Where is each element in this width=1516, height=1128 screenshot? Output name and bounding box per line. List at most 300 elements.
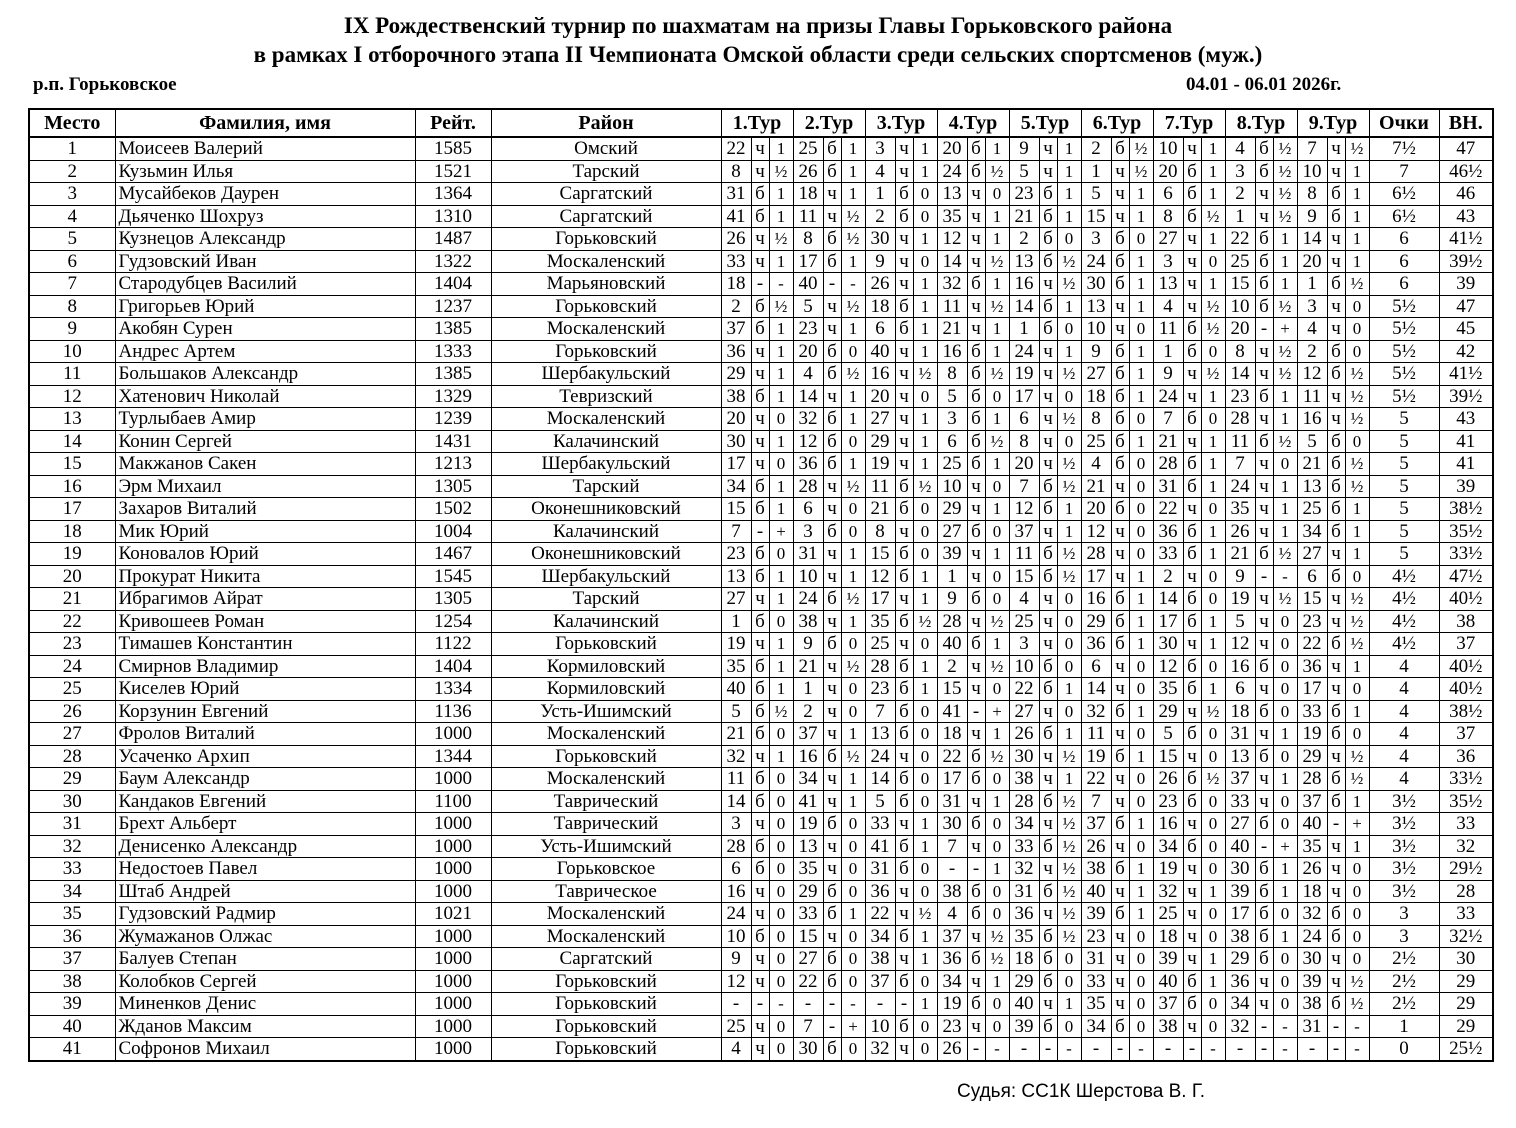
points-cell: 5: [1369, 453, 1439, 476]
color-cell: -: [1255, 565, 1273, 588]
opponent-cell: 9: [1081, 340, 1111, 363]
result-cell: +: [1273, 835, 1297, 858]
result-cell: 0: [1129, 655, 1153, 678]
opponent-cell: 16: [1009, 273, 1039, 296]
opponent-cell: 36: [937, 948, 967, 971]
color-cell: ч: [967, 183, 985, 206]
opponent-cell: 33: [1009, 835, 1039, 858]
points-cell: 1: [1369, 1015, 1439, 1038]
result-cell: 0: [1345, 295, 1369, 318]
result-cell: ½: [1345, 993, 1369, 1016]
points-cell: 6½: [1369, 205, 1439, 228]
opponent-cell: 13: [721, 565, 751, 588]
color-cell: б: [1255, 745, 1273, 768]
table-row: [29, 610, 1493, 633]
result-cell: ½: [1345, 588, 1369, 611]
color-cell: б: [967, 453, 985, 476]
color-cell: б: [1183, 588, 1201, 611]
color-cell: ч: [967, 228, 985, 251]
opponent-cell: 29: [865, 430, 895, 453]
tiebreak-cell: 39½: [1439, 250, 1493, 273]
opponent-cell: 38: [1009, 768, 1039, 791]
result-cell: ½: [1057, 813, 1081, 836]
rating-cell: 1344: [415, 745, 491, 768]
tiebreak-cell: 33: [1439, 813, 1493, 836]
result-cell: 0: [913, 880, 937, 903]
color-cell: б: [1327, 363, 1345, 386]
result-cell: 1: [1129, 633, 1153, 656]
result-cell: 1: [1129, 745, 1153, 768]
color-cell: б: [1111, 633, 1129, 656]
result-cell: 1: [1345, 655, 1369, 678]
color-cell: б: [1183, 205, 1201, 228]
result-cell: 1: [1201, 228, 1225, 251]
color-cell: ч: [751, 745, 769, 768]
color-cell: б: [1255, 160, 1273, 183]
opponent-cell: 8: [937, 363, 967, 386]
result-cell: 1: [1201, 678, 1225, 701]
result-cell: 0: [985, 678, 1009, 701]
tiebreak-cell: 47: [1439, 295, 1493, 318]
color-cell: -: [1255, 318, 1273, 341]
color-cell: б: [895, 723, 913, 746]
color-cell: б: [1183, 453, 1201, 476]
color-cell: ч: [823, 790, 841, 813]
color-cell: ч: [895, 250, 913, 273]
result-cell: 1: [769, 678, 793, 701]
color-cell: б: [1111, 903, 1129, 926]
opponent-cell: -: [793, 993, 823, 1016]
result-cell: 1: [1129, 610, 1153, 633]
color-cell: б: [823, 970, 841, 993]
tiebreak-cell: 25½: [1439, 1038, 1493, 1061]
color-cell: б: [751, 835, 769, 858]
result-cell: 1: [1273, 880, 1297, 903]
result-cell: 0: [841, 880, 865, 903]
color-cell: б: [1327, 183, 1345, 206]
opponent-cell: 27: [1081, 363, 1111, 386]
color-cell: ч: [751, 903, 769, 926]
opponent-cell: 15: [1009, 565, 1039, 588]
result-cell: 1: [841, 250, 865, 273]
table-row: [29, 565, 1493, 588]
opponent-cell: 14: [1081, 678, 1111, 701]
district-cell: Москаленский: [491, 903, 721, 926]
color-cell: ч: [1183, 880, 1201, 903]
rating-cell: 1305: [415, 475, 491, 498]
points-cell: 5½: [1369, 295, 1439, 318]
opponent-cell: 3: [1009, 633, 1039, 656]
color-cell: ч: [1255, 723, 1273, 746]
color-cell: ч: [967, 970, 985, 993]
opponent-cell: -: [721, 993, 751, 1016]
result-cell: 1: [1345, 543, 1369, 566]
color-cell: б: [823, 160, 841, 183]
district-cell: Москаленский: [491, 250, 721, 273]
color-cell: -: [1255, 835, 1273, 858]
opponent-cell: 16: [1225, 655, 1255, 678]
rating-cell: 1585: [415, 137, 491, 160]
color-cell: б: [751, 498, 769, 521]
points-cell: 2½: [1369, 970, 1439, 993]
opponent-cell: 1: [1153, 340, 1183, 363]
color-cell: б: [1111, 273, 1129, 296]
color-cell: ч: [1183, 948, 1201, 971]
opponent-cell: 5: [865, 790, 895, 813]
color-cell: б: [1327, 273, 1345, 296]
color-cell: б: [1327, 430, 1345, 453]
color-cell: б: [1327, 633, 1345, 656]
color-cell: б: [1039, 723, 1057, 746]
opponent-cell: 24: [1225, 475, 1255, 498]
color-cell: б: [1039, 1015, 1057, 1038]
color-cell: ч: [967, 835, 985, 858]
color-cell: б: [895, 970, 913, 993]
opponent-cell: 26: [793, 160, 823, 183]
points-cell: 5: [1369, 543, 1439, 566]
result-cell: ½: [1345, 453, 1369, 476]
color-cell: -: [751, 520, 769, 543]
result-cell: 1: [1129, 385, 1153, 408]
color-cell: ч: [751, 633, 769, 656]
color-cell: ч: [1255, 993, 1273, 1016]
result-cell: 0: [913, 790, 937, 813]
result-cell: 1: [1057, 993, 1081, 1016]
result-cell: 1: [985, 318, 1009, 341]
result-cell: 1: [913, 340, 937, 363]
color-cell: ч: [1255, 340, 1273, 363]
color-cell: б: [1039, 250, 1057, 273]
opponent-cell: 10: [793, 565, 823, 588]
opponent-cell: 9: [1009, 137, 1039, 160]
color-cell: ч: [895, 273, 913, 296]
color-cell: б: [823, 745, 841, 768]
opponent-cell: 36: [865, 880, 895, 903]
opponent-cell: 3: [1225, 160, 1255, 183]
tournament-dates: 04.01 - 06.01 2026г.: [1186, 74, 1342, 95]
result-cell: 1: [841, 565, 865, 588]
result-cell: 0: [1129, 543, 1153, 566]
opponent-cell: 14: [1225, 363, 1255, 386]
color-cell: ч: [1255, 790, 1273, 813]
opponent-cell: 18: [721, 273, 751, 296]
result-cell: 1: [1273, 768, 1297, 791]
opponent-cell: 32: [1297, 903, 1327, 926]
result-cell: 1: [1201, 385, 1225, 408]
result-cell: 0: [1345, 858, 1369, 881]
opponent-cell: 24: [793, 588, 823, 611]
place-cell: 20: [29, 565, 115, 588]
color-cell: ч: [1039, 768, 1057, 791]
result-cell: 1: [769, 588, 793, 611]
opponent-cell: 30: [1225, 858, 1255, 881]
color-cell: ч: [1255, 453, 1273, 476]
result-cell: 1: [841, 903, 865, 926]
opponent-cell: 30: [793, 1038, 823, 1061]
opponent-cell: 40: [865, 340, 895, 363]
color-cell: ч: [751, 1038, 769, 1061]
tiebreak-cell: 36: [1439, 745, 1493, 768]
opponent-cell: 15: [1153, 745, 1183, 768]
district-cell: Москаленский: [491, 768, 721, 791]
result-cell: 1: [985, 543, 1009, 566]
player-name-cell: Недостоев Павел: [115, 858, 415, 881]
player-name-cell: Мусайбеков Даурен: [115, 183, 415, 206]
result-cell: 1: [1129, 903, 1153, 926]
opponent-cell: 17: [1297, 678, 1327, 701]
result-cell: 0: [841, 498, 865, 521]
opponent-cell: 38: [1153, 1015, 1183, 1038]
result-cell: 0: [769, 1015, 793, 1038]
tiebreak-cell: 47: [1439, 137, 1493, 160]
result-cell: 1: [1345, 183, 1369, 206]
opponent-cell: 26: [1297, 858, 1327, 881]
opponent-cell: 25: [865, 633, 895, 656]
color-cell: ч: [1183, 858, 1201, 881]
color-cell: ч: [1111, 183, 1129, 206]
result-cell: 1: [1129, 295, 1153, 318]
points-cell: 4½: [1369, 565, 1439, 588]
points-cell: 4½: [1369, 588, 1439, 611]
color-cell: б: [1183, 970, 1201, 993]
opponent-cell: 33: [721, 250, 751, 273]
standings-table: [28, 108, 1494, 1062]
standings-body: [29, 137, 1493, 1061]
opponent-cell: 26: [865, 273, 895, 296]
color-cell: ч: [1183, 228, 1201, 251]
opponent-cell: -: [1009, 1038, 1039, 1061]
player-name-cell: Кузьмин Илья: [115, 160, 415, 183]
result-cell: ½: [1201, 318, 1225, 341]
color-cell: ч: [1111, 205, 1129, 228]
result-cell: 0: [1201, 588, 1225, 611]
district-cell: Шербакульский: [491, 453, 721, 476]
place-cell: 17: [29, 498, 115, 521]
table-row: [29, 160, 1493, 183]
opponent-cell: 4: [793, 363, 823, 386]
result-cell: 0: [769, 790, 793, 813]
opponent-cell: 10: [937, 475, 967, 498]
player-name-cell: Ибрагимов Айрат: [115, 588, 415, 611]
color-cell: ч: [1039, 633, 1057, 656]
opponent-cell: 1: [1297, 273, 1327, 296]
opponent-cell: 31: [1081, 948, 1111, 971]
result-cell: 1: [913, 948, 937, 971]
color-cell: ч: [1255, 633, 1273, 656]
result-cell: 0: [769, 858, 793, 881]
color-cell: б: [1327, 340, 1345, 363]
opponent-cell: 3: [1153, 250, 1183, 273]
color-cell: -: [823, 993, 841, 1016]
color-cell: б: [1327, 903, 1345, 926]
result-cell: 1: [1057, 137, 1081, 160]
points-cell: 0: [1369, 1038, 1439, 1061]
result-cell: 1: [1129, 363, 1153, 386]
opponent-cell: 28: [1081, 543, 1111, 566]
color-cell: б: [1255, 430, 1273, 453]
color-cell: -: [1327, 1015, 1345, 1038]
opponent-cell: 24: [1153, 385, 1183, 408]
tiebreak-cell: 37: [1439, 723, 1493, 746]
result-cell: 0: [1201, 498, 1225, 521]
column-header: 7.Тур: [1153, 109, 1225, 137]
player-name-cell: Жумажанов Олжас: [115, 925, 415, 948]
color-cell: ч: [1255, 520, 1273, 543]
color-cell: б: [823, 363, 841, 386]
result-cell: 1: [1273, 858, 1297, 881]
color-cell: ч: [1183, 363, 1201, 386]
result-cell: 1: [1129, 250, 1153, 273]
color-cell: б: [823, 813, 841, 836]
color-cell: ч: [1255, 768, 1273, 791]
opponent-cell: 20: [1009, 453, 1039, 476]
color-cell: ч: [1327, 160, 1345, 183]
color-cell: б: [823, 137, 841, 160]
opponent-cell: 6: [1009, 408, 1039, 431]
color-cell: ч: [1327, 858, 1345, 881]
color-cell: ч: [1255, 498, 1273, 521]
color-cell: ч: [751, 340, 769, 363]
opponent-cell: 8: [793, 228, 823, 251]
color-cell: б: [1255, 273, 1273, 296]
result-cell: 0: [985, 588, 1009, 611]
opponent-cell: 38: [1297, 993, 1327, 1016]
district-cell: Калачинский: [491, 610, 721, 633]
table-row: [29, 273, 1493, 296]
opponent-cell: 31: [937, 790, 967, 813]
result-cell: +: [1345, 813, 1369, 836]
color-cell: б: [823, 250, 841, 273]
color-cell: ч: [751, 160, 769, 183]
color-cell: б: [1111, 1015, 1129, 1038]
color-cell: ч: [751, 408, 769, 431]
result-cell: 0: [1345, 903, 1369, 926]
result-cell: ½: [1345, 385, 1369, 408]
result-cell: 1: [1129, 813, 1153, 836]
color-cell: б: [1183, 835, 1201, 858]
place-cell: 37: [29, 948, 115, 971]
opponent-cell: 13: [1225, 745, 1255, 768]
opponent-cell: 11: [1225, 430, 1255, 453]
color-cell: б: [1039, 925, 1057, 948]
color-cell: б: [895, 655, 913, 678]
opponent-cell: 31: [865, 858, 895, 881]
color-cell: ч: [1111, 655, 1129, 678]
opponent-cell: 35: [1297, 835, 1327, 858]
color-cell: б: [1111, 588, 1129, 611]
table-row: [29, 475, 1493, 498]
result-cell: 1: [1129, 858, 1153, 881]
opponent-cell: 14: [793, 385, 823, 408]
result-cell: ½: [769, 228, 793, 251]
table-row: [29, 655, 1493, 678]
tiebreak-cell: 42: [1439, 340, 1493, 363]
opponent-cell: 17: [793, 250, 823, 273]
result-cell: 0: [1201, 745, 1225, 768]
district-cell: Шербакульский: [491, 565, 721, 588]
place-cell: 24: [29, 655, 115, 678]
rating-cell: 1404: [415, 273, 491, 296]
color-cell: ч: [1183, 430, 1201, 453]
result-cell: 0: [1345, 948, 1369, 971]
result-cell: 1: [985, 453, 1009, 476]
result-cell: 0: [1057, 1015, 1081, 1038]
opponent-cell: 18: [793, 183, 823, 206]
player-name-cell: Кандаков Евгений: [115, 790, 415, 813]
table-row: [29, 543, 1493, 566]
table-row: [29, 205, 1493, 228]
district-cell: Таврический: [491, 790, 721, 813]
table-row: [29, 408, 1493, 431]
color-cell: -: [967, 858, 985, 881]
result-cell: 1: [1201, 543, 1225, 566]
table-row: [29, 520, 1493, 543]
result-cell: ½: [1345, 273, 1369, 296]
color-cell: б: [1183, 790, 1201, 813]
opponent-cell: 9: [937, 588, 967, 611]
opponent-cell: 10: [1009, 655, 1039, 678]
opponent-cell: 4: [1297, 318, 1327, 341]
color-cell: б: [823, 520, 841, 543]
points-cell: 6: [1369, 273, 1439, 296]
opponent-cell: 26: [1009, 723, 1039, 746]
color-cell: ч: [751, 948, 769, 971]
result-cell: +: [1273, 318, 1297, 341]
opponent-cell: 18: [1009, 948, 1039, 971]
result-cell: 0: [1057, 228, 1081, 251]
opponent-cell: 26: [937, 1038, 967, 1061]
color-cell: б: [967, 903, 985, 926]
place-cell: 40: [29, 1015, 115, 1038]
table-row: [29, 295, 1493, 318]
opponent-cell: 5: [721, 700, 751, 723]
opponent-cell: 23: [1009, 183, 1039, 206]
result-cell: ½: [1345, 408, 1369, 431]
result-cell: 1: [1057, 183, 1081, 206]
color-cell: б: [751, 610, 769, 633]
color-cell: б: [1183, 610, 1201, 633]
result-cell: 1: [1057, 768, 1081, 791]
color-cell: б: [751, 700, 769, 723]
opponent-cell: 35: [793, 858, 823, 881]
result-cell: 0: [1201, 925, 1225, 948]
column-header: 5.Тур: [1009, 109, 1081, 137]
result-cell: 0: [1345, 340, 1369, 363]
rating-cell: 1000: [415, 813, 491, 836]
opponent-cell: 29: [721, 363, 751, 386]
opponent-cell: 16: [865, 363, 895, 386]
result-cell: 1: [913, 835, 937, 858]
result-cell: 0: [913, 543, 937, 566]
place-cell: 38: [29, 970, 115, 993]
player-name-cell: Кривошеев Роман: [115, 610, 415, 633]
opponent-cell: 10: [721, 925, 751, 948]
tiebreak-cell: 39: [1439, 273, 1493, 296]
rating-cell: 1213: [415, 453, 491, 476]
color-cell: б: [1255, 385, 1273, 408]
district-cell: Оконешниковский: [491, 498, 721, 521]
color-cell: б: [967, 768, 985, 791]
result-cell: +: [841, 1015, 865, 1038]
opponent-cell: 2: [1297, 340, 1327, 363]
result-cell: 0: [841, 700, 865, 723]
result-cell: 0: [1057, 385, 1081, 408]
result-cell: 0: [1129, 835, 1153, 858]
opponent-cell: 40: [1225, 835, 1255, 858]
opponent-cell: 9: [793, 633, 823, 656]
opponent-cell: 29: [1225, 948, 1255, 971]
result-cell: ½: [913, 903, 937, 926]
